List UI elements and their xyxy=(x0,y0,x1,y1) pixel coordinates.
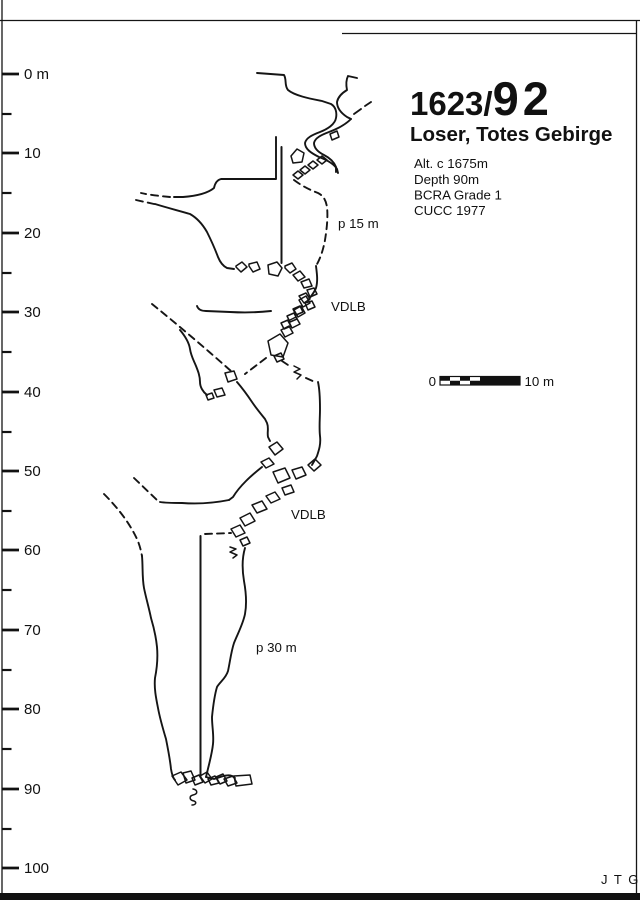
boulder xyxy=(231,525,245,537)
ruler-label: 0 m xyxy=(24,66,50,83)
shaft2-right-wall xyxy=(206,548,246,777)
chamber1-left-dash xyxy=(136,200,154,204)
ruler-labels xyxy=(24,66,49,877)
cave-region: Loser, Totes Gebirge xyxy=(410,123,613,146)
cave-number-prefix: 1623/ xyxy=(410,85,493,122)
boulder xyxy=(308,161,318,169)
cave-number-main: 92 xyxy=(492,72,553,125)
scale-bar-cell xyxy=(450,381,460,385)
boulder-large xyxy=(273,468,290,483)
detail-club-year: CUCC 1977 xyxy=(414,203,486,218)
ruler-label: 40 xyxy=(24,384,41,401)
scale-bar-cell xyxy=(470,381,480,385)
boulder xyxy=(285,263,296,273)
mid-floor-line xyxy=(197,306,271,312)
scale-bar-end-label: 10 m xyxy=(524,374,555,389)
boulder xyxy=(293,271,305,281)
ruler-label: 70 xyxy=(24,622,41,639)
mid-right-wall xyxy=(312,382,320,465)
boulder xyxy=(292,467,306,479)
boulder xyxy=(293,171,303,179)
vdlb-lower-label: VDLB xyxy=(291,507,326,522)
boulder xyxy=(206,393,214,400)
boulder xyxy=(249,262,260,272)
mid-dash-b xyxy=(306,378,315,382)
pitch1-label: p 15 m xyxy=(338,216,379,231)
lower-slope-wall xyxy=(229,467,262,500)
boulder xyxy=(269,442,283,455)
bigrock-dash-left xyxy=(245,358,266,374)
ruler-label: 20 xyxy=(24,225,41,242)
surveyor-initials: J T G xyxy=(601,872,640,887)
lower-floor-line xyxy=(160,500,229,503)
mid-slope-wall xyxy=(237,382,270,441)
surface-dashes-ne xyxy=(354,102,371,114)
boulder xyxy=(225,371,237,382)
boulder-symbols xyxy=(172,131,339,786)
shaft1-left-wall xyxy=(174,137,276,197)
boulder xyxy=(252,501,267,513)
continuation-squiggle xyxy=(190,789,197,805)
boulder xyxy=(268,262,282,276)
surface-wall-right xyxy=(337,76,357,119)
depth-ruler xyxy=(2,66,49,877)
boulder xyxy=(261,458,274,468)
boulder xyxy=(291,149,304,163)
ruler-label: 90 xyxy=(24,781,41,798)
cave-number xyxy=(410,72,553,125)
boulder xyxy=(330,131,339,140)
chamber1-left-wall xyxy=(155,204,234,269)
shaft2-left-wall xyxy=(142,556,175,780)
vdlb-upper-label: VDLB xyxy=(331,299,366,314)
mid-squiggle-mark xyxy=(294,366,301,379)
boulder xyxy=(282,485,294,495)
boulder-flat xyxy=(234,775,252,786)
title-block xyxy=(410,72,612,218)
scale-bar-solid-half xyxy=(480,377,520,386)
mid-dashed-slope xyxy=(152,304,231,371)
scale-bar-cell xyxy=(460,377,470,381)
ruler-label: 60 xyxy=(24,542,41,559)
detail-grade: BCRA Grade 1 xyxy=(414,187,502,203)
mid-left-wall xyxy=(180,330,207,395)
boulder xyxy=(240,513,255,526)
surface-wall-left xyxy=(257,73,338,173)
ruler-label: 80 xyxy=(24,701,41,718)
boulder xyxy=(300,166,310,174)
ruler-label: 50 xyxy=(24,463,41,480)
scale-bar-start-label: 0 xyxy=(428,374,436,389)
pitch2-label: p 30 m xyxy=(256,640,297,655)
shaft1-left-dash xyxy=(141,193,170,197)
boulder xyxy=(236,262,247,272)
mid-dash-a xyxy=(282,361,291,367)
boulder xyxy=(301,279,312,288)
lower-floor-dash xyxy=(134,478,158,501)
detail-altitude: Alt. c 1675m xyxy=(414,156,488,171)
ruler-label: 100 xyxy=(24,860,50,877)
detail-depth: Depth 90m xyxy=(414,172,480,187)
shaft2-left-dashed-wall xyxy=(104,494,142,556)
shaft2-ceiling-dash xyxy=(205,533,231,534)
ruler-label: 10 xyxy=(24,145,41,162)
ruler-label: 30 xyxy=(24,304,41,321)
boulder xyxy=(240,537,250,546)
frame-bottom-band xyxy=(0,893,640,900)
boulder xyxy=(266,492,280,503)
shaft1-right-dashed-wall xyxy=(294,180,327,266)
scale-bar xyxy=(429,374,554,389)
scale-bar-cell xyxy=(440,377,450,381)
cave-outline xyxy=(104,73,371,805)
pitchhead-squiggle xyxy=(230,547,237,558)
boulder xyxy=(214,388,225,397)
